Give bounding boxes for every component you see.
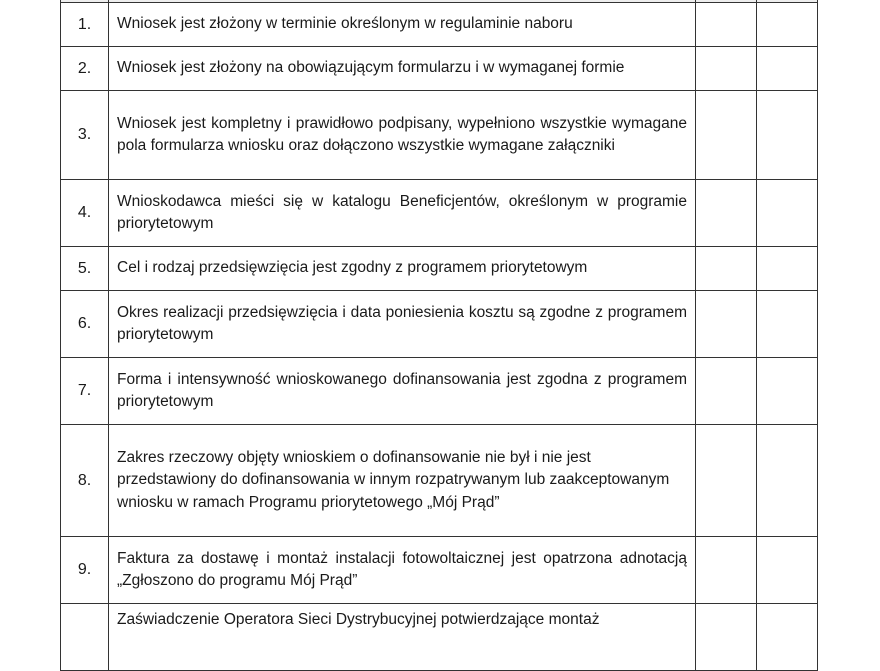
table-row xyxy=(61,91,818,180)
row-number: 5. xyxy=(61,247,109,291)
answer-cell-yes[interactable] xyxy=(696,358,757,425)
criterion-text: Cel i rodzaj przedsięwzięcia jest zgodny z programem priorytetowym xyxy=(109,247,696,291)
answer-cell-no[interactable] xyxy=(757,358,818,425)
answer-cell-yes[interactable] xyxy=(696,47,757,91)
table-row xyxy=(61,47,818,91)
criterion-text: Wniosek jest złożony na obowiązującym formularzu i w wymaganej formie xyxy=(109,47,696,91)
answer-cell-no[interactable] xyxy=(757,47,818,91)
row-number: 2. xyxy=(61,47,109,91)
answer-cell-no[interactable] xyxy=(757,291,818,358)
answer-cell-no[interactable] xyxy=(757,425,818,537)
row-number: 3. xyxy=(61,91,109,180)
criterion-text: Wniosek jest kompletny i prawidłowo podpisany, wypełniono wszystkie wymagane pola formularza wniosku oraz dołączono wszystkie wymagane załączniki xyxy=(109,91,696,180)
answer-cell-yes[interactable] xyxy=(696,180,757,247)
criterion-text: Faktura za dostawę i montaż instalacji fotowoltaicznej jest opatrzona adnotacją „Zgłoszono do programu Mój Prąd” xyxy=(109,537,696,604)
answer-cell-no[interactable] xyxy=(757,91,818,180)
table-row xyxy=(61,180,818,247)
criterion-text: Wnioskodawca mieści się w katalogu Beneficjentów, określonym w programie priorytetowym xyxy=(109,180,696,247)
answer-cell-no[interactable] xyxy=(757,247,818,291)
answer-cell-yes[interactable] xyxy=(696,604,757,671)
answer-cell-no[interactable] xyxy=(757,537,818,604)
answer-cell-yes[interactable] xyxy=(696,537,757,604)
criterion-text: Forma i intensywność wnioskowanego dofinansowania jest zgodna z programem priorytetowym xyxy=(109,358,696,425)
row-number: 8. xyxy=(61,425,109,537)
criterion-text: Zaświadczenie Operatora Sieci Dystrybucyjnej potwierdzające montaż xyxy=(109,604,696,671)
table-row xyxy=(61,247,818,291)
answer-cell-no[interactable] xyxy=(757,180,818,247)
eligibility-criteria-table xyxy=(60,0,818,671)
answer-cell-yes[interactable] xyxy=(696,247,757,291)
criterion-text: Okres realizacji przedsięwzięcia i data poniesienia kosztu są zgodne z programem priorytetowym xyxy=(109,291,696,358)
answer-cell-no[interactable] xyxy=(757,3,818,47)
answer-cell-yes[interactable] xyxy=(696,91,757,180)
row-number: 9. xyxy=(61,537,109,604)
row-number: 4. xyxy=(61,180,109,247)
answer-cell-yes[interactable] xyxy=(696,425,757,537)
answer-cell-yes[interactable] xyxy=(696,291,757,358)
criterion-text: Wniosek jest złożony w terminie określonym w regulaminie naboru xyxy=(109,3,696,47)
table-row xyxy=(61,425,818,537)
table-row xyxy=(61,291,818,358)
table-row xyxy=(61,604,818,671)
criterion-text: Zakres rzeczowy objęty wnioskiem o dofinansowanie nie był i nie jest przedstawiony do dofinansowania w innym rozpatrywanym lub zaakceptowanym wniosku w ramach Programu priorytetowego „Mój Prąd” xyxy=(109,425,696,537)
row-number xyxy=(61,604,109,671)
row-number: 7. xyxy=(61,358,109,425)
answer-cell-no[interactable] xyxy=(757,604,818,671)
table-row xyxy=(61,3,818,47)
answer-cell-yes[interactable] xyxy=(696,3,757,47)
row-number: 1. xyxy=(61,3,109,47)
row-number: 6. xyxy=(61,291,109,358)
table-row xyxy=(61,358,818,425)
table-row xyxy=(61,537,818,604)
